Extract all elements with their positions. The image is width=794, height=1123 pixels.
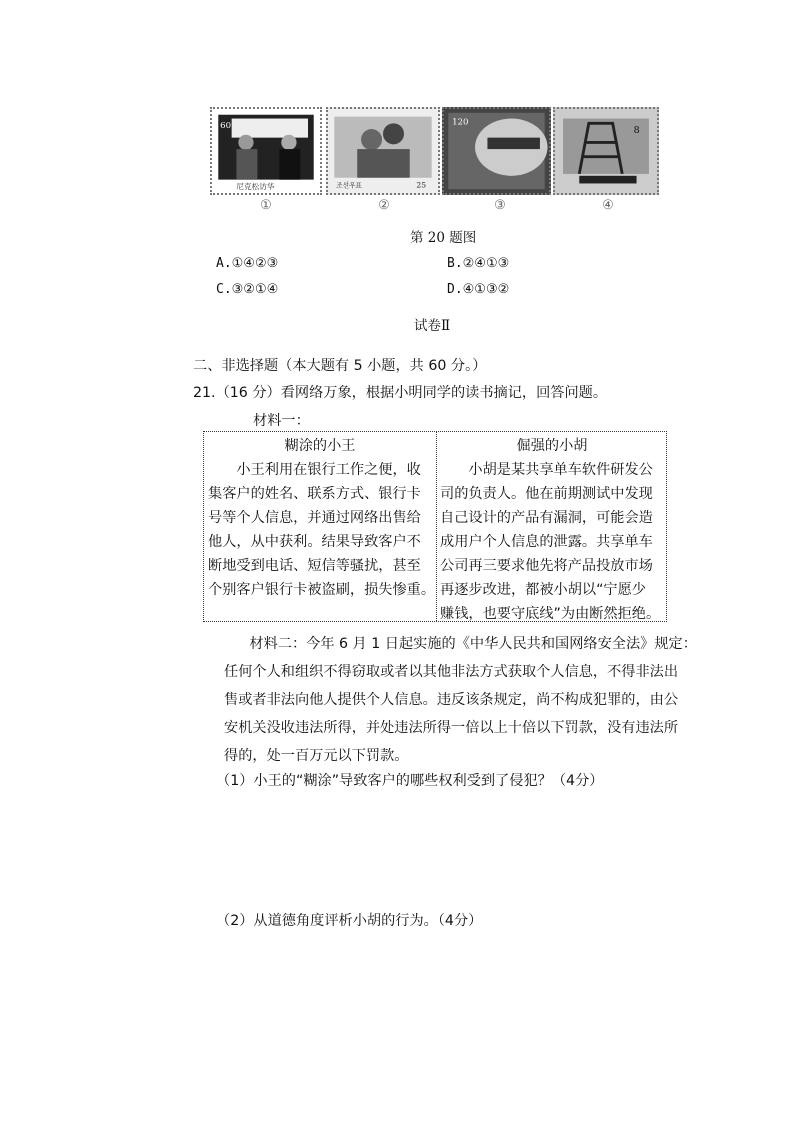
text-line: 集客户的姓名、联系方式、银行卡	[208, 486, 421, 502]
left-title: 糊涂的小王	[284, 438, 356, 454]
text-line: 安机关没收违法所得，并处违法所得一倍以上十倍以下罚款，没有违法所	[224, 720, 679, 736]
svg-text:25: 25	[416, 180, 427, 190]
left-column	[205, 434, 435, 602]
stamp-3-image	[442, 107, 551, 195]
text-line: 号等个人信息，并通过网络出售给	[208, 510, 421, 526]
figure-caption: 第 20 题图	[410, 230, 477, 246]
text-line: 任何个人和组织不得窃取或者以其他非法方式获取个人信息，不得非法出	[224, 664, 679, 680]
text-line: 断地受到电话、短信等骚扰，甚至	[208, 558, 421, 574]
part-title: 试卷Ⅱ	[414, 318, 451, 334]
svg-text:尼克松访华: 尼克松访华	[236, 182, 275, 192]
question-21-stem: 21.（16 分）看网络万象，根据小明同学的读书摘记，回答问题。	[193, 385, 608, 401]
text-line: 再逐步改进，都被小胡以“宁愿少	[440, 582, 646, 598]
section-heading: 二、非选择题（本大题有 5 小题，共 60 分。）	[193, 358, 487, 374]
text-line: 自己设计的产品有漏洞，可能会造	[440, 510, 653, 526]
stamp-2-image	[326, 107, 440, 195]
stamp-label-4: ④	[602, 198, 614, 213]
text-line: 小胡是某共享单车软件研发公	[440, 462, 653, 478]
stamp-1-image	[210, 107, 322, 195]
svg-text:조선우표: 조선우표	[336, 181, 363, 190]
material-1-label: 材料一：	[253, 413, 310, 429]
svg-text:8: 8	[633, 124, 640, 136]
text-line: 赚钱，也要守底线”为由断然拒绝。	[440, 606, 661, 622]
material-2	[221, 630, 697, 770]
option-b: B.②④①③	[447, 256, 510, 271]
stamp-label-2: ②	[378, 198, 390, 213]
svg-text:60: 60	[220, 121, 232, 132]
right-title: 倔强的小胡	[516, 438, 588, 454]
stamp-4-image	[553, 107, 659, 195]
text-line: 售或者非法向他人提供个人信息。违反该条规定，尚不构成犯罪的，由公	[224, 692, 679, 708]
material-1-table	[203, 431, 667, 622]
option-a: A.①④②③	[216, 256, 279, 271]
text-line: 个别客户银行卡被盗刷，损失惨重。	[208, 582, 436, 598]
sub-question-2: （2）从道德角度评析小胡的行为。（4分）	[216, 913, 483, 929]
text-line: 小王利用在银行工作之便，收	[208, 462, 421, 478]
text-line: 材料二：今年 6 月 1 日起实施的《中华人民共和国网络安全法》规定：	[221, 636, 697, 652]
text-line: 公司再三要求他先将产品投放市场	[440, 558, 653, 574]
stamp-label-1: ①	[260, 198, 272, 213]
right-column	[437, 434, 667, 626]
option-d: D.④①③②	[447, 282, 510, 297]
text-line: 司的负责人。他在前期测试中发现	[440, 486, 653, 502]
option-c: C.③②①④	[216, 282, 279, 297]
svg-text:120: 120	[452, 117, 469, 128]
text-line: 得的，处一百万元以下罚款。	[224, 748, 409, 764]
text-line: 他人，从中获利。结果导致客户不	[208, 534, 421, 550]
stamp-label-3: ③	[494, 198, 506, 213]
text-line: 成用户个人信息的泄露。共享单车	[440, 534, 653, 550]
sub-question-1: （1）小王的“糊涂”导致客户的哪些权利受到了侵犯？（4分）	[216, 773, 604, 789]
